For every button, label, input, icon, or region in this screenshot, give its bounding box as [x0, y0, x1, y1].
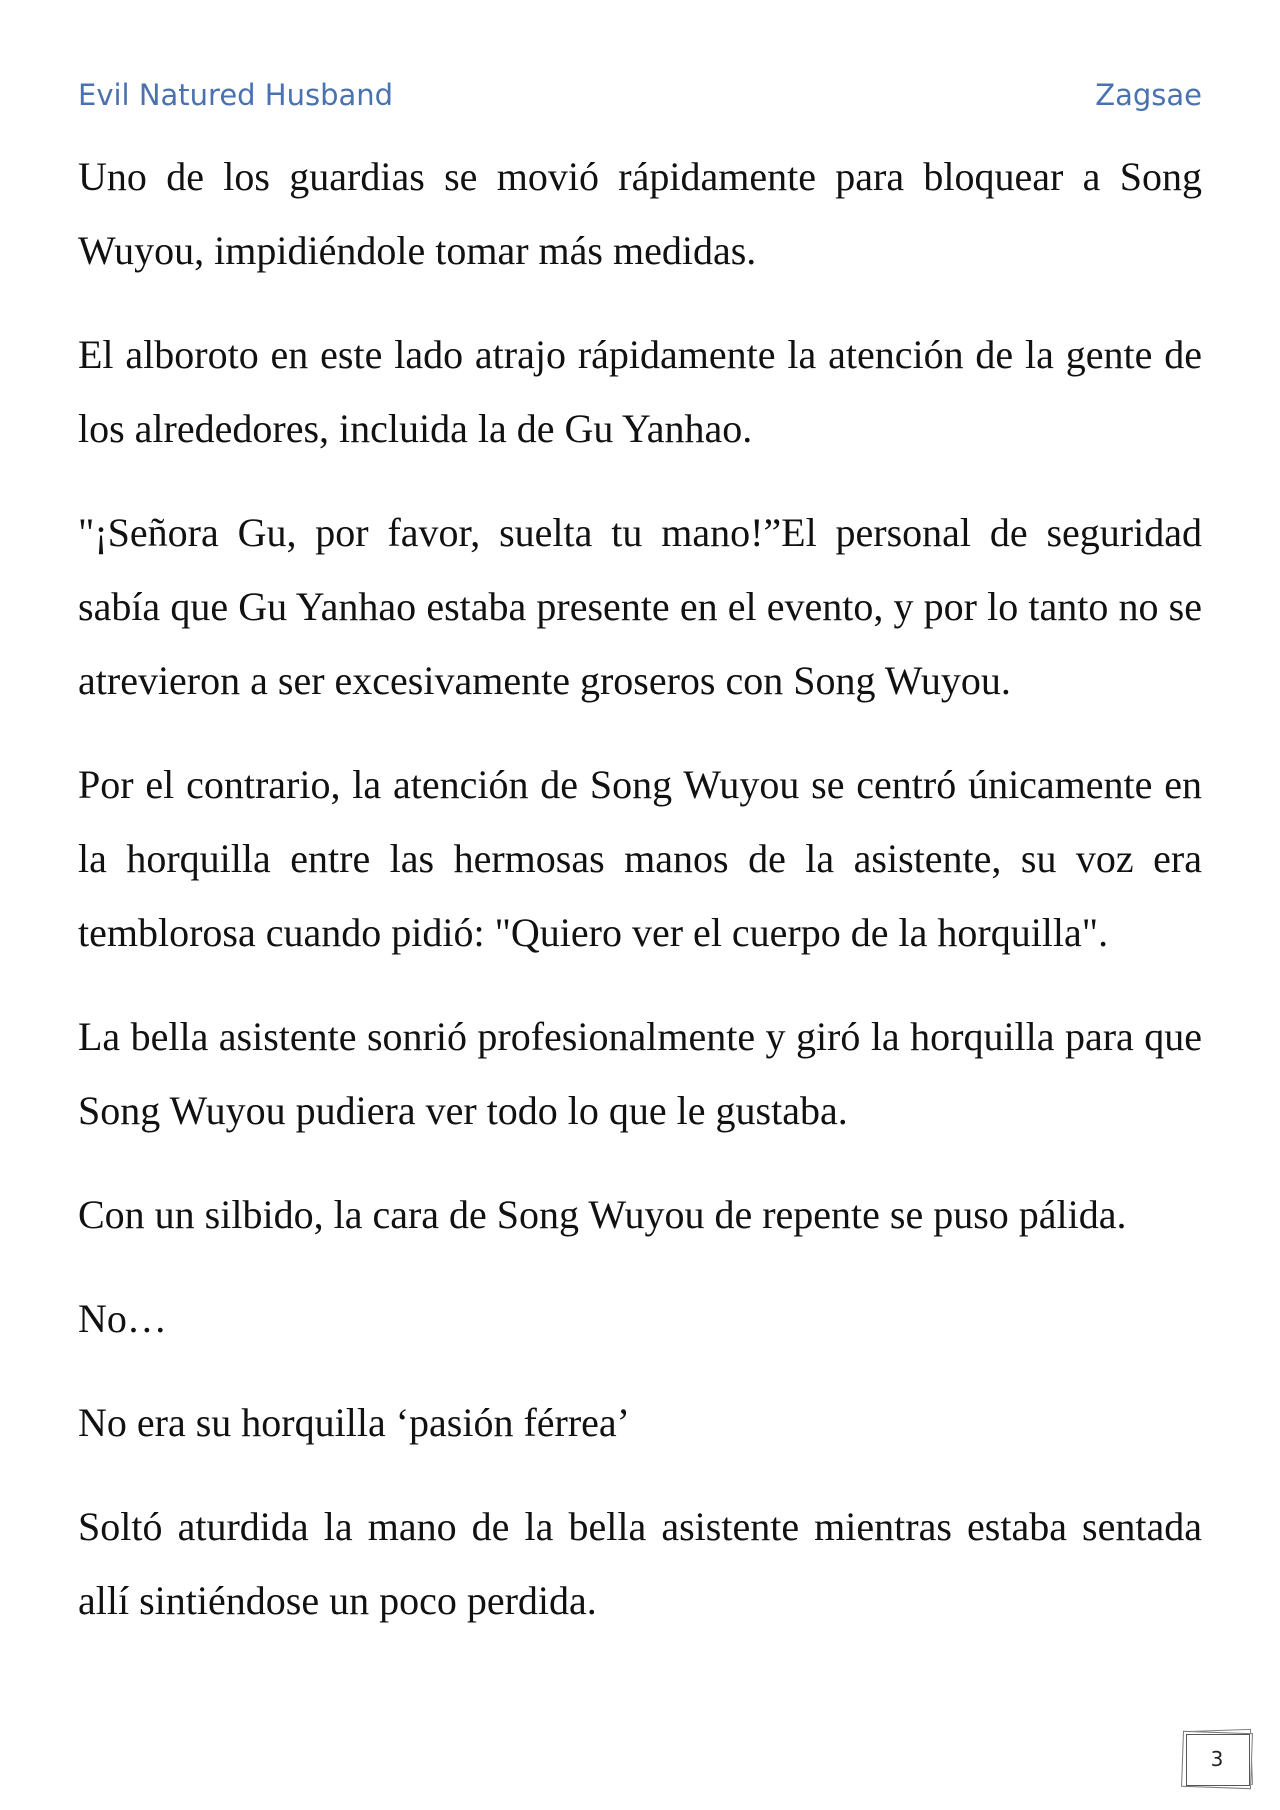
paragraph: Soltó aturdida la mano de la bella asistente mientras estaba sentada allí sintiéndose un poco perdida.: [78, 1504, 1202, 1623]
paragraph: El alboroto en este lado atrajo rápidamente la atención de la gente de los alrededores, incluida la de Gu Yanhao.: [78, 332, 1202, 451]
page-number-badge: [1180, 1730, 1254, 1788]
paragraph: Por el contrario, la atención de Song Wuyou se centró únicamente en la horquilla entre las hermosas manos de la asistente, su voz era temblorosa cuando pidió: "Quiero ver el cuerpo de la horquilla".: [78, 762, 1202, 955]
page-number: 3: [1210, 1747, 1224, 1771]
paragraph: No era su horquilla ‘pasión férrea’: [78, 1400, 630, 1445]
paragraph: "¡Señora Gu, por favor, suelta tu mano!”El personal de seguridad sabía que Gu Yanhao estaba presente en el evento, y por lo tanto no se atrevieron a ser excesivamente groseros con Song Wuyou.: [78, 510, 1202, 703]
page-header: [78, 78, 1202, 122]
header-book-title: Evil Natured Husband: [78, 78, 394, 112]
paragraph: Uno de los guardias se movió rápidamente para bloquear a Song Wuyou, impidiéndole tomar más medidas.: [78, 154, 1202, 273]
paragraph: Con un silbido, la cara de Song Wuyou de repente se puso pálida.: [78, 1192, 1127, 1237]
paragraph: No…: [78, 1296, 167, 1341]
paragraph: La bella asistente sonrió profesionalmente y giró la horquilla para que Song Wuyou pudiera ver todo lo que le gustaba.: [78, 1014, 1202, 1133]
header-author: Zagsae: [1095, 78, 1202, 112]
body-text: [78, 140, 1202, 1668]
